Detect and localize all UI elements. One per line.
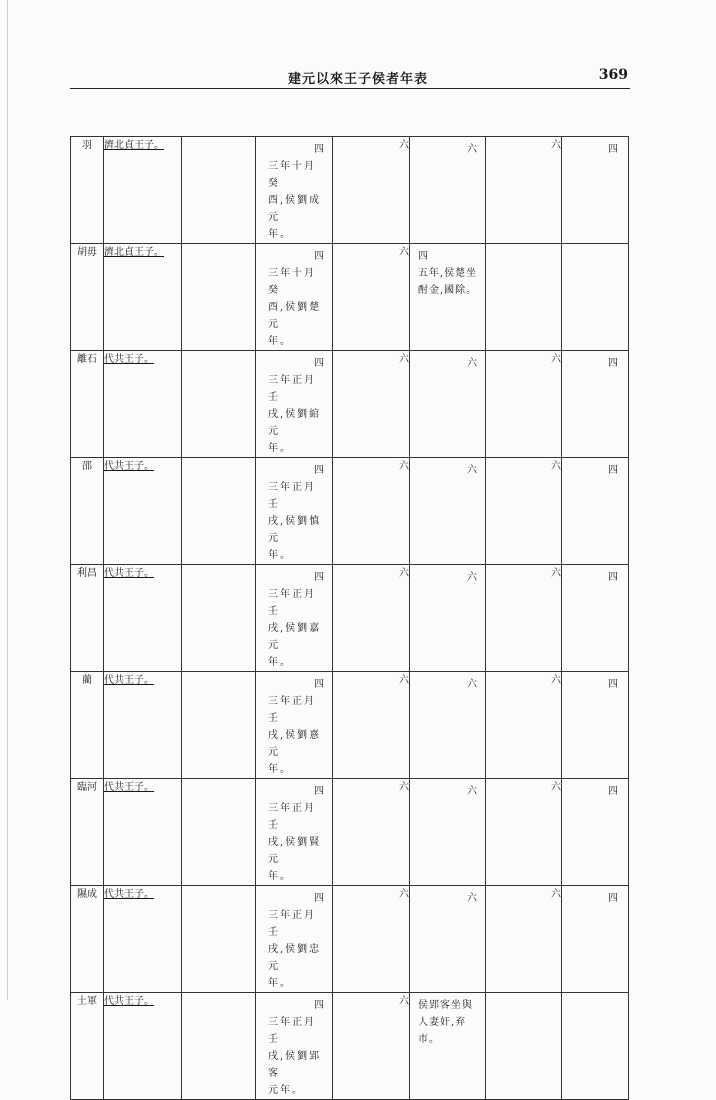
count-cell-last	[562, 137, 629, 244]
note-cell	[410, 351, 486, 458]
marquis-name: 藺	[71, 672, 104, 779]
origin-cell	[104, 458, 182, 565]
origin-text: 濟北貞王子。	[104, 247, 164, 258]
table-row	[71, 244, 629, 351]
count-cell: 六	[333, 458, 410, 565]
origin-cell	[104, 672, 182, 779]
last-count: 四	[608, 358, 618, 369]
page-edge	[7, 0, 8, 1000]
year-line-c: 元年。	[268, 1085, 304, 1096]
empty-cell	[182, 137, 256, 244]
last-count: 四	[608, 465, 618, 476]
note-cell	[410, 244, 486, 351]
year-line-b: 戌,侯劉嘉元	[268, 623, 322, 651]
page-header	[70, 62, 630, 89]
count-cell-last	[562, 244, 629, 351]
count-cell: 六	[486, 672, 562, 779]
count-cell-last	[562, 993, 629, 1100]
count-cell: 六	[486, 137, 562, 244]
table-row	[71, 886, 629, 993]
marquis-table	[70, 136, 629, 1100]
origin-cell	[104, 565, 182, 672]
note-cell	[410, 458, 486, 565]
year-line-a: 三年正月壬	[268, 1017, 316, 1045]
origin-text: 代共王子。	[104, 675, 154, 686]
year-line-a: 三年正月壬	[268, 482, 316, 510]
year-count: 四	[314, 679, 324, 690]
note-count: 六	[467, 358, 477, 369]
origin-text: 代共王子。	[104, 996, 154, 1007]
note-line-b: 酎金,國除。	[418, 285, 478, 296]
note-line-b: 人妻奸,弃	[418, 1017, 467, 1028]
marquis-name: 利昌	[71, 565, 104, 672]
year-line-b: 戌,侯劉憙元	[268, 730, 322, 758]
note-count: 六	[467, 465, 477, 476]
origin-cell	[104, 137, 182, 244]
note-count: 六	[467, 893, 477, 904]
empty-cell	[182, 779, 256, 886]
year-line-a: 三年正月壬	[268, 910, 316, 938]
origin-text: 代共王子。	[104, 354, 154, 365]
year-line-b: 酉,侯劉楚元	[268, 302, 322, 330]
marquis-name: 離石	[71, 351, 104, 458]
count-cell: 六	[333, 993, 410, 1100]
year-cell	[256, 779, 333, 886]
count-cell: 六	[333, 244, 410, 351]
origin-cell	[104, 351, 182, 458]
count-cell: 六	[333, 672, 410, 779]
note-count: 六	[467, 679, 477, 690]
count-cell: 六	[486, 886, 562, 993]
year-line-c: 年。	[268, 229, 292, 240]
table-row	[71, 565, 629, 672]
note-cell	[410, 672, 486, 779]
year-line-b: 酉,侯劉成元	[268, 195, 322, 223]
year-line-a: 三年十月癸	[268, 161, 316, 189]
count-cell-last	[562, 779, 629, 886]
count-cell-last	[562, 351, 629, 458]
year-line-c: 年。	[268, 550, 292, 561]
page-title: 建元以來王子侯者年表	[288, 72, 429, 87]
origin-cell	[104, 993, 182, 1100]
year-cell	[256, 458, 333, 565]
year-cell	[256, 672, 333, 779]
table-row	[71, 779, 629, 886]
origin-text: 代共王子。	[104, 568, 154, 579]
marquis-name: 胡毋	[71, 244, 104, 351]
empty-cell	[182, 672, 256, 779]
last-count	[562, 993, 628, 997]
note-line-a: 五年,侯楚坐	[418, 268, 478, 279]
count-cell-last	[562, 886, 629, 993]
year-cell	[256, 351, 333, 458]
year-line-c: 年。	[268, 871, 292, 882]
last-count: 四	[608, 893, 618, 904]
year-count: 四	[314, 251, 324, 262]
count-cell: 六	[333, 886, 410, 993]
marquis-name: 邵	[71, 458, 104, 565]
year-line-b: 戌,侯劉忠元	[268, 944, 322, 972]
year-line-a: 三年十月癸	[268, 268, 316, 296]
note-cell	[410, 565, 486, 672]
year-line-c: 年。	[268, 764, 292, 775]
origin-text: 代共王子。	[104, 461, 154, 472]
table-row	[71, 137, 629, 244]
year-count: 四	[314, 465, 324, 476]
count-cell	[486, 993, 562, 1100]
marquis-name: 隰成	[71, 886, 104, 993]
year-line-c: 年。	[268, 443, 292, 454]
year-cell	[256, 886, 333, 993]
count-cell: 六	[486, 458, 562, 565]
table-row	[71, 458, 629, 565]
year-line-b: 戌,侯劉郢客	[268, 1051, 322, 1079]
count-cell-last	[562, 672, 629, 779]
year-line-a: 三年正月壬	[268, 696, 316, 724]
count-cell: 六	[333, 779, 410, 886]
empty-cell	[182, 565, 256, 672]
count-cell-last	[562, 458, 629, 565]
year-line-b: 戌,侯劉綰元	[268, 409, 322, 437]
year-count: 四	[314, 144, 324, 155]
origin-text: 代共王子。	[104, 782, 154, 793]
note-count: 四	[418, 251, 428, 262]
marquis-name: 臨河	[71, 779, 104, 886]
year-count: 四	[314, 786, 324, 797]
note-cell	[410, 137, 486, 244]
empty-cell	[182, 993, 256, 1100]
count-cell: 六	[486, 565, 562, 672]
year-count: 四	[314, 893, 324, 904]
empty-cell	[182, 886, 256, 993]
year-cell	[256, 137, 333, 244]
last-count: 四	[608, 679, 618, 690]
empty-cell	[182, 351, 256, 458]
table-row	[71, 351, 629, 458]
count-cell: 六	[333, 351, 410, 458]
year-line-b: 戌,侯劉慎元	[268, 516, 322, 544]
page-number: 369	[598, 67, 628, 83]
table-row	[71, 993, 629, 1100]
last-count: 四	[608, 572, 618, 583]
count-cell-last	[562, 565, 629, 672]
origin-cell	[104, 779, 182, 886]
year-line-a: 三年正月壬	[268, 375, 316, 403]
note-cell	[410, 993, 486, 1100]
note-cell	[410, 886, 486, 993]
year-line-a: 三年正月壬	[268, 803, 316, 831]
year-line-c: 年。	[268, 657, 292, 668]
note-cell	[410, 779, 486, 886]
last-count: 四	[608, 786, 618, 797]
year-cell	[256, 565, 333, 672]
year-line-c: 年。	[268, 978, 292, 989]
marquis-name: 土軍	[71, 993, 104, 1100]
count-cell	[486, 244, 562, 351]
empty-cell	[182, 244, 256, 351]
year-line-b: 戌,侯劉賢元	[268, 837, 322, 865]
table-row	[71, 672, 629, 779]
note-line-c: 市。	[418, 1034, 440, 1045]
count-cell: 六	[486, 351, 562, 458]
note-count: 六	[467, 572, 477, 583]
empty-cell	[182, 458, 256, 565]
count-cell: 六	[486, 779, 562, 886]
year-line-c: 年。	[268, 336, 292, 347]
year-count: 四	[314, 1000, 324, 1011]
year-cell	[256, 244, 333, 351]
last-count: 四	[608, 144, 618, 155]
note-line-a: 侯郢客坐與	[418, 1000, 473, 1011]
count-cell: 六	[333, 565, 410, 672]
origin-cell	[104, 886, 182, 993]
origin-text: 代共王子。	[104, 889, 154, 900]
year-line-a: 三年正月壬	[268, 589, 316, 617]
year-cell	[256, 993, 333, 1100]
year-count: 四	[314, 572, 324, 583]
marquis-name: 羽	[71, 137, 104, 244]
note-count: 六	[467, 144, 477, 155]
last-count	[562, 244, 628, 248]
origin-cell	[104, 244, 182, 351]
year-count: 四	[314, 358, 324, 369]
count-cell: 六	[333, 137, 410, 244]
origin-text: 濟北貞王子。	[104, 140, 164, 151]
note-count: 六	[467, 786, 477, 797]
